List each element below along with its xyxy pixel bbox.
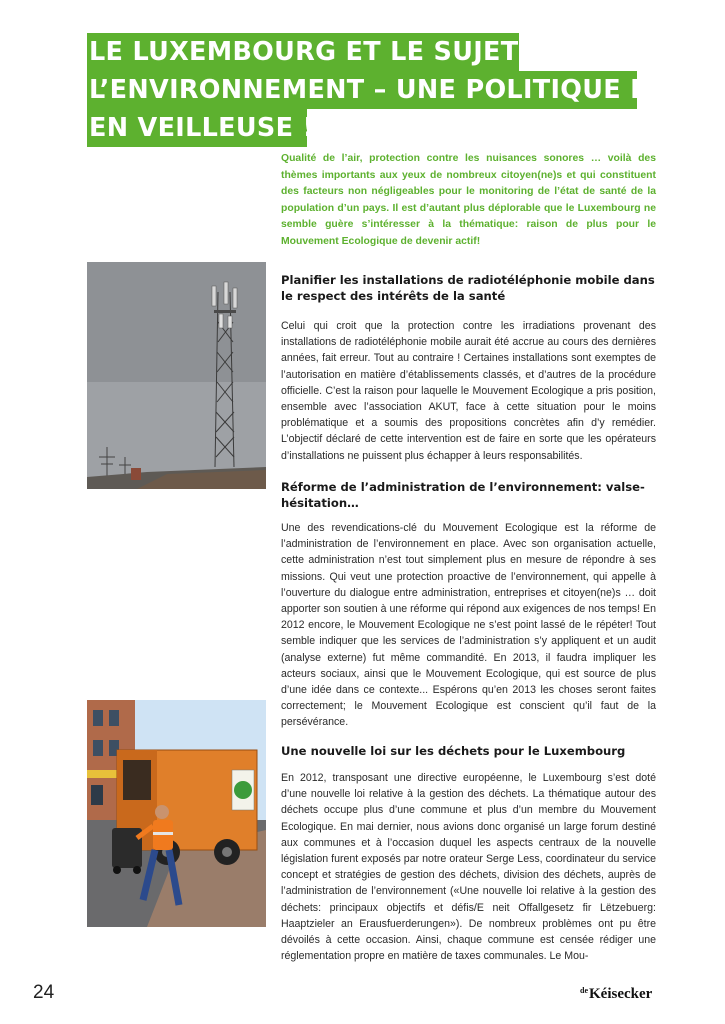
section-heading-dechets: Une nouvelle loi sur les déchets pour le Luxembourg — [281, 744, 626, 758]
section-heading-radiotelephonie: Planifier les installations de radiotéléphonie mobile dans le respect des intérêts de la santé — [281, 273, 655, 303]
title-line-2: L’ENVIRONNEMENT – UNE POLITIQUE MISE — [87, 71, 637, 109]
page-number: 24 — [33, 982, 55, 1003]
section-body-radiotelephonie: Celui qui croit que la protection contre les irradiations provenant des installations de radiotéléphonie mobile aurait été accrue au cours des dernières années, fait erreur. Tout au contraire ! Certaines installations sont exemptes de l’autorisation en matière d’établissements classés, et d’autres de la procédure officielle. C’est la raison pour laquelle le Mouvement Ecologique a pris position, ensemble avec l’association AKUT, face à cette situation pour le moins problématique et a soumis des propositions concrètes afin d’y remédier. L’objectif déclaré de cette intervention est de faire en sorte que les opérateurs d’installations ne puissent plus échapper à leurs responsabilités. — [281, 320, 656, 462]
section-heading-reforme: Réforme de l’administration de l’environnement: valse-hésitation… — [281, 480, 645, 510]
section-body-dechets: En 2012, transposant une directive européenne, le Luxembourg s’est doté d’une nouvelle loi relative à la gestion des déchets. La thématique autour des déchets occupe plus d’une commune et plus d’un membre du Mouvement Ecologique. En mai dernier, nous avions donc organisé un large forum destiné aux communes et à l’occasion duquel les aspects centraux de la nouvelle législation furent exposés par notre orateur Serge Less, coordinateur du service concept et stratégies de gestion des déchets, division des déchets, auprès de l’administration de l’environnement («Une nouvelle loi relative à la gestion des déchets: principaux objectifs et défis/E neit Offallgesetz fir Lëtzebuerg: Haaptzieler an Erausfuerderungen»). De nombreux problèmes ont pu être dévoilés à cette occasion. Ainsi, chaque commune est censée rédiger une réglementation propre en matière de taxes communales. Le Mou- — [281, 772, 656, 963]
brand-logo — [580, 986, 652, 1003]
brand-prefix: de — [580, 986, 588, 995]
section-body-reforme: Une des revendications-clé du Mouvement Ecologique est la réforme de l’administration de l’environnement en place. Avec son organisation actuelle, cette administration n’est tout simplement plus en mesure de répondre à ses missions. Qui veut une protection proactive de l’environnement, qui appelle à l’ouverture du dialogue entre administration, entreprises et citoyen(ne)s … doit apporter son soutien à une réforme qui répond aux exigences de nos temps! En 2012 encore, le Mouvement Ecologique ne s’est point lassé de le répéter! Tout semble indiquer que les services de l’administration s’y appliquent et un audit (analyse externe) fut même commandité. En 2013, il faudra impliquer les acteurs sociaux, ainsi que le Mouvement Ecologique, qui est source de plus d’une idée dans ce contexte... Espérons qu’en 2013 les choses seront faites correctement; le Mouvement Ecologique est conscient qu’il faut de la persévérance. — [281, 522, 656, 729]
brand-name: Kéisecker — [589, 986, 653, 1002]
garbage-truck-photo — [87, 700, 266, 927]
intro-paragraph: Qualité de l’air, protection contre les nuisances sonores … voilà des thèmes importants aux yeux de nombreux citoyen(ne)s et qui constituent des facteurs non négligeables pour le monitoring de l’état de santé de la population d’un pays. Il est d’autant plus déplorable que le Luxembourg ne semble guère s’intéresser à la thématique: raison de plus pour le Mouvement Ecologique de devenir actif! — [281, 153, 656, 247]
title-line-1: LE LUXEMBOURG ET LE SUJET DE — [87, 33, 519, 71]
page-title — [87, 33, 702, 147]
antenna-tower-photo — [87, 262, 266, 489]
title-line-3: EN VEILLEUSE !” — [87, 109, 307, 147]
